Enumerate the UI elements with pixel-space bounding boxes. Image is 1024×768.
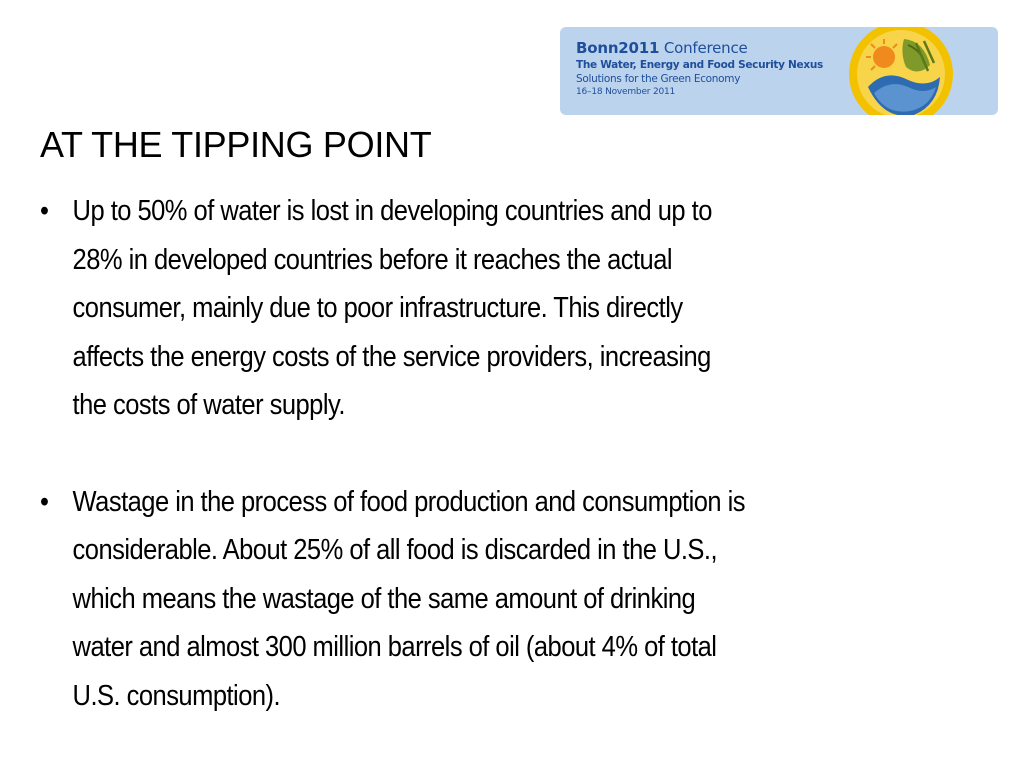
- bullet-text-line: affects the energy costs of the service providers, increasing: [72, 340, 711, 373]
- banner-solutions: Solutions for the Green Economy: [576, 73, 741, 85]
- bullet-item-food-wastage: [40, 478, 1005, 721]
- bullet-text-line: U.S. consumption).: [72, 679, 281, 712]
- bullet-text-line: consumer, mainly due to poor infrastructure. This directly: [72, 292, 683, 324]
- conference-banner: [560, 27, 998, 115]
- bullet-dot: •: [40, 485, 49, 518]
- banner-bonn: Bonn2011: [576, 39, 660, 57]
- bullet-item-water-loss: [40, 187, 1005, 430]
- banner-subtitle: The Water, Energy and Food Security Nexus: [576, 59, 823, 71]
- bullet-dot: •: [40, 195, 49, 227]
- conference-logo-icon: [844, 27, 959, 115]
- banner-conference: Conference: [659, 39, 748, 57]
- slide-title: AT THE TIPPING POINT: [40, 124, 432, 165]
- bullet-text-line: which means the wastage of the same amount of drinking: [72, 582, 696, 615]
- banner-dates: 16–18 November 2011: [576, 87, 676, 97]
- banner-heading: [576, 39, 823, 58]
- bullet-text-line: the costs of water supply.: [72, 389, 345, 421]
- bullet-list: [40, 187, 1000, 768]
- bullet-text-line: considerable. About 25% of all food is discarded in the U.S.,: [72, 534, 718, 566]
- banner-text: [576, 39, 823, 99]
- bullet-text-line: 28% in developed countries before it reaches the actual: [72, 243, 673, 276]
- bullet-text-line: Wastage in the process of food production and consumption is: [72, 485, 745, 518]
- bullet-text-line: Up to 50% of water is lost in developing countries and up to: [72, 195, 712, 227]
- bullet-text-line: water and almost 300 million barrels of oil (about 4% of total: [72, 631, 717, 663]
